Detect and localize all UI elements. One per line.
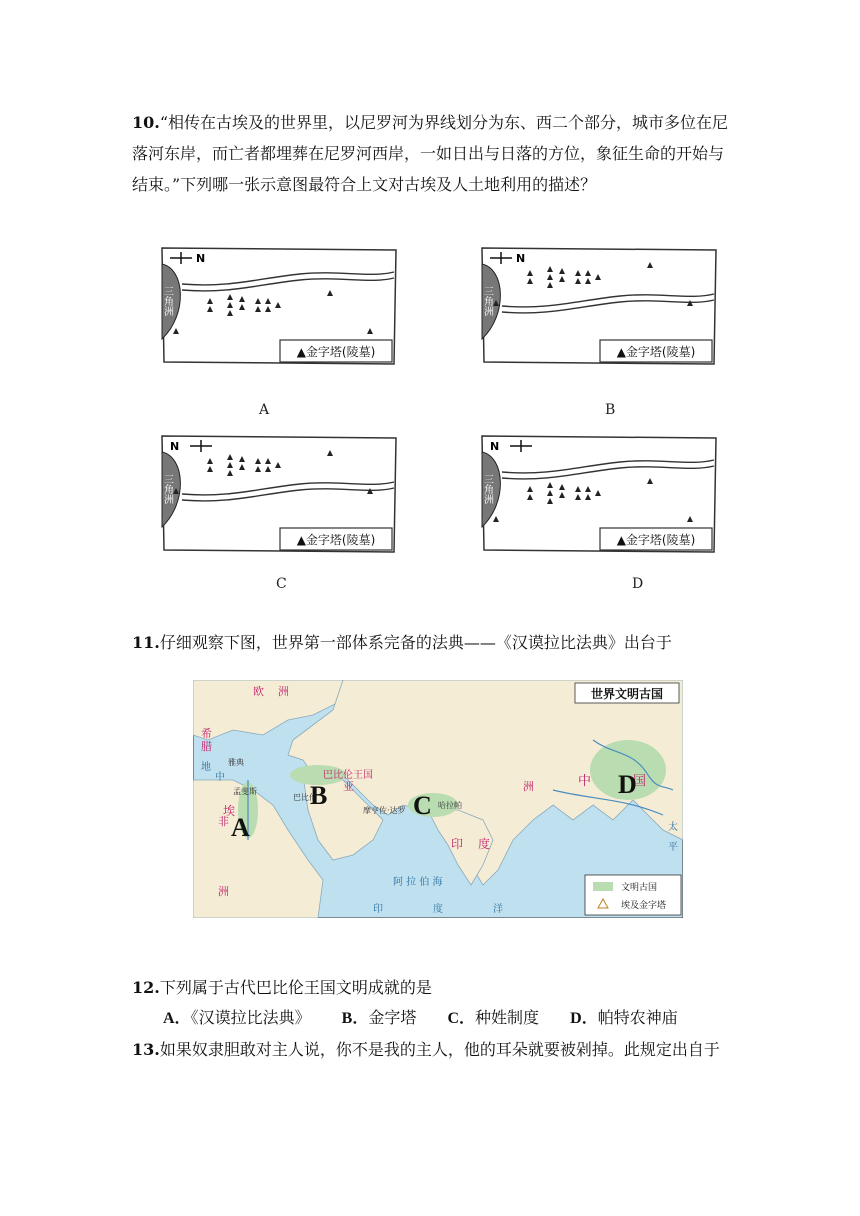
label-europe-2: 洲: [278, 685, 289, 698]
question-number: 10.: [132, 113, 160, 132]
marker-b: B: [310, 781, 328, 810]
question-text: 仔细观察下图，世界第一部体系完备的法典——《汉谟拉比法典》出台于: [159, 633, 672, 652]
north-label: N: [490, 440, 500, 453]
question-number: 12.: [132, 978, 160, 997]
question-10: [132, 107, 732, 200]
north-label: N: [196, 252, 206, 265]
sea-pacific-2: 平: [668, 842, 678, 853]
place-babylon: 巴比伦: [293, 793, 317, 802]
label-china-2: 国: [633, 774, 647, 789]
label-europe-1: 欧: [253, 685, 264, 698]
legend-civilization: 文明古国: [621, 883, 658, 893]
label-asia-1: 亚: [343, 780, 354, 793]
map-title: 世界文明古国: [590, 687, 664, 701]
sea-indian-1: 印: [373, 904, 383, 915]
label-india-2: 度: [478, 837, 491, 851]
label-india-1: 印: [451, 837, 464, 851]
nile-map-b[interactable]: [480, 244, 718, 368]
delta-label: 三角洲: [481, 286, 493, 316]
map-caption: B: [605, 402, 616, 418]
map-caption: D: [632, 576, 644, 592]
legend-pyramid: ▲金字塔(陵墓): [296, 533, 376, 547]
label-china-1: 中: [578, 774, 592, 789]
world-civilizations-map: [193, 680, 683, 918]
sea-indian-2: 度: [433, 904, 443, 915]
delta-label: 三角洲: [481, 474, 493, 504]
place-mohenjo-daro: 摩亨佐·达罗: [363, 806, 406, 815]
question-12: [132, 972, 732, 1003]
sea-med-1: 地: [201, 762, 211, 773]
option-a[interactable]: A．《汉谟拉比法典》: [163, 1008, 311, 1027]
question-11: [132, 627, 732, 658]
sea-indian-3: 洋: [493, 904, 503, 915]
question-number: 13.: [132, 1040, 160, 1059]
option-d[interactable]: D．帕特农神庙: [570, 1008, 678, 1027]
delta-label: 三角洲: [161, 286, 173, 316]
label-africa-2: 洲: [218, 885, 229, 898]
option-c[interactable]: C．种姓制度: [447, 1008, 540, 1027]
nile-map-a[interactable]: [160, 244, 398, 368]
label-greece-2: 腊: [201, 740, 212, 753]
place-athens: 雅典: [228, 758, 244, 767]
legend-pyramid: 埃及金字塔: [621, 901, 667, 911]
marker-d: D: [618, 770, 637, 799]
question-12-options: [163, 1005, 704, 1028]
place-memphis: 孟斐斯: [233, 787, 257, 796]
nile-map-d[interactable]: [480, 432, 718, 556]
north-label: N: [170, 440, 180, 453]
marker-a: A: [231, 813, 250, 842]
label-asia-2: 洲: [523, 780, 534, 793]
north-label: N: [516, 252, 526, 265]
label-egypt-1: 埃: [223, 804, 236, 818]
sea-arabian: 阿 拉 伯 海: [393, 877, 443, 888]
question-text: 如果奴隶胆敢对主人说，你不是我的主人，他的耳朵就要被剁掉。此规定出自于: [159, 1040, 720, 1059]
legend-pyramid: ▲金字塔(陵墓): [616, 533, 696, 547]
marker-c: C: [413, 791, 432, 820]
question-text: “相传在古埃及的世界里，以尼罗河为界线划分为东、西二个部分，城市多位在尼落河东岸，而亡者都埋葬在尼罗河西岸，一如日出与日落的方位，象征生命的开始与结束。”下列哪一张示意图最符合上文对古埃及人土地利用的描述？: [132, 113, 729, 194]
label-babylon: 巴比伦王国: [323, 770, 373, 781]
sea-med-2: 中: [215, 772, 225, 783]
legend-pyramid: ▲金字塔(陵墓): [296, 345, 376, 359]
map-caption: C: [276, 576, 287, 592]
place-harappa: 哈拉帕: [438, 801, 462, 810]
nile-map-c[interactable]: [160, 432, 398, 556]
question-13: [132, 1034, 732, 1065]
map-caption: A: [259, 402, 270, 418]
question-number: 11.: [132, 633, 160, 652]
legend-pyramid: ▲金字塔(陵墓): [616, 345, 696, 359]
question-text: 下列属于古代巴比伦王国文明成就的是: [159, 978, 432, 997]
label-greece-1: 希: [201, 727, 212, 740]
delta-label: 三角洲: [161, 474, 173, 504]
option-b[interactable]: B．金字塔: [341, 1008, 417, 1027]
sea-pacific-1: 太: [668, 822, 678, 833]
label-africa-1: 非: [218, 815, 229, 828]
